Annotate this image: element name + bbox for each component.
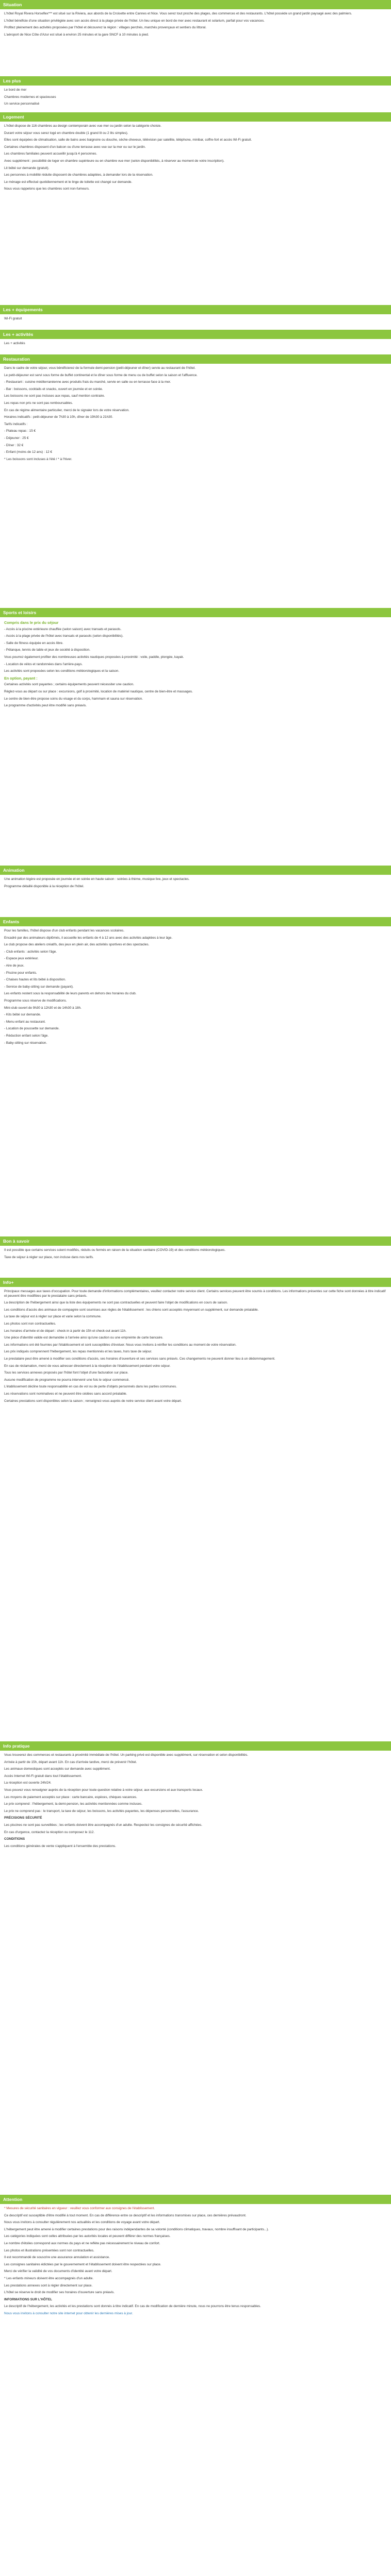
paragraph: La taxe de séjour est à régler sur place et varie selon la commune. <box>4 1315 102 1319</box>
section-title: Info+ <box>0 1278 391 1287</box>
section-title: Enfants <box>0 917 391 926</box>
paragraph: Une pièce d'identité valide est demandée à l'arrivée ainsi qu'une caution ou une empreinte de carte bancaire. <box>4 1336 164 1340</box>
paragraph: Les photos sont non contractuelles. <box>4 1321 56 1326</box>
paragraph: Principaux messages aux taxes d'occupation. Pour toute demande d'informations complémentaires, veuillez contacter notre service client. Certains services peuvent être soumis à conditions. Les informations présentes sur cette fiche sont données à titre indicatif et peuvent être modifiées par le prestataire sans préavis. <box>4 1290 386 1298</box>
paragraph: Les réservations sont nominatives et ne peuvent être cédées sans accord préalable. <box>4 1392 127 1396</box>
paragraph: Aucune modification de programme ne pourra intervenir une fois le séjour commencé. <box>4 1378 129 1382</box>
paragraph: Les consignes sanitaires édictées par le gouvernement et l'établissement doivent être respectées sur place. <box>4 2262 161 2266</box>
price-line: - Plateau repas : 15 € <box>4 429 36 433</box>
paragraph: - Espace jeux extérieur. <box>4 957 39 961</box>
paragraph: Les photos et illustrations présentées sont non contractuelles. <box>4 2248 94 2252</box>
paragraph: Les moyens de paiement acceptés sur place : carte bancaire, espèces, chèques vacances. <box>4 1795 137 1799</box>
list-item: Le bord de mer <box>4 88 27 92</box>
paragraph: - Réduction enfant selon l'âge. <box>4 1033 49 1038</box>
paragraph: Vous trouverez des commerces et restaurants à proximité immédiate de l'hôtel. Un parking privé est disponible avec supplément, sur réservation et selon disponibilités. <box>4 1753 248 1757</box>
paragraph: Mini-club ouvert de 9h30 à 12h30 et de 14h30 à 18h. <box>4 1006 82 1010</box>
paragraph: Programme détaillé disponible à la réception de l'hôtel. <box>4 884 85 888</box>
paragraph: Certaines chambres disposent d'un balcon ou d'une terrasse avec vue sur la mer ou sur le jardin. <box>4 145 146 149</box>
section-logement <box>0 112 391 194</box>
paragraph: - Menu enfant au restaurant. <box>4 1020 46 1024</box>
paragraph: Les catégories indiquées sont celles attribuées par les autorités locales et peuvent différer des normes françaises. <box>4 2234 171 2239</box>
paragraph: Vous pourrez également profiter des nombreuses activités nautiques proposées à proximité : voile, paddle, plongée, kayak. <box>4 655 184 659</box>
paragraph: L'hôtel bénéficie d'une situation privilégiée avec son accès direct à la plage privée de l'hôtel. Un lieu unique en bord de mer avec restaurant et solarium, parfait pour vos vacances. <box>4 19 265 23</box>
paragraph: Nous vous invitons à consulter régulièrement nos actualités et les conditions de voyage avant votre départ. <box>4 2221 160 2225</box>
section-restauration <box>0 354 391 464</box>
paragraph: Lit bébé sur demande (gratuit). <box>4 166 50 170</box>
section-title: Les plus <box>0 76 391 86</box>
paragraph: Certaines prestations sont disponibles selon la saison ; renseignez-vous auprès de notre service client avant votre départ. <box>4 1399 182 1403</box>
paragraph: Le programme d'activités peut être modifié sans préavis. <box>4 704 87 708</box>
paragraph: Programme sous réserve de modifications. <box>4 998 67 1003</box>
price-line: - Enfant (moins de 12 ans) : 12 € <box>4 450 53 454</box>
paragraph: Accès Internet Wi-Fi gratuit dans tout l'établissement. <box>4 1774 82 1778</box>
section-situation <box>0 0 391 40</box>
paragraph: Tous les services annexes proposés par l'hôtel font l'objet d'une facturation sur place. <box>4 1371 128 1375</box>
paragraph: - Location de poussette sur demande. <box>4 1027 60 1031</box>
paragraph: Les informations ont été fournies par l'établissement et sont susceptibles d'évoluer. Nous vous invitons à vérifier les conditions au moment de votre réservation. <box>4 1343 237 1347</box>
section-activites <box>0 330 391 349</box>
paragraph: - Piscine pour enfants. <box>4 971 37 975</box>
paragraph: Les piscines ne sont pas surveillées ; les enfants doivent être accompagnés d'un adulte. Respectez les consignes de sécurité affichées. <box>4 1823 203 1827</box>
paragraph: Elles sont équipées de climatisation, salle de bains avec baignoire ou douche, sèche-cheveux, télévision par satellite, téléphone, minibar, coffre-fort et accès Wi-Fi gratuit. <box>4 138 252 142</box>
paragraph: - Accès à la piscine extérieure chauffée (selon saison) avec transats et parasols. <box>4 627 122 631</box>
paragraph: Taxe de séjour à régler sur place, non incluse dans nos tarifs. <box>4 1255 94 1259</box>
paragraph: L'aéroport de Nice Côte d'Azur est situé à environ 25 minutes et la gare SNCF à 10 minutes à pied. <box>4 32 149 37</box>
paragraph: Tarifs indicatifs : <box>4 422 28 426</box>
paragraph: - Location de vélos et randonnées dans l'arrière-pays. <box>4 662 83 666</box>
paragraph: Les enfants restent sous la responsabilité de leurs parents en dehors des horaires du club. <box>4 992 137 996</box>
paragraph: Nous vous rappelons que les chambres sont non-fumeurs. <box>4 187 90 191</box>
section-title: Info pratique <box>0 1741 391 1751</box>
paragraph: - Accès à la plage privée de l'hôtel avec transats et parasols (selon disponibilités). <box>4 634 124 638</box>
paragraph: La description de l'hébergement ainsi que la liste des équipements ne sont pas contractuelles et peuvent faire l'objet de modifications en cours de saison. <box>4 1301 228 1305</box>
paragraph: Arrivée à partir de 15h, départ avant 11h. En cas d'arrivée tardive, merci de prévenir l'hôtel. <box>4 1760 137 1764</box>
section-equipements <box>0 305 391 324</box>
paragraph: Les chambres familiales peuvent accueillir jusqu'à 4 personnes. <box>4 152 97 156</box>
section-attention <box>0 2195 391 2319</box>
paragraph: Il est recommandé de souscrire une assurance annulation et assistance. <box>4 2256 110 2260</box>
paragraph: Réglez-vous au départ ou sur place : excursions, golf à proximité, location de matériel nautique, centre de bien-être et massages. <box>4 689 193 693</box>
section-info <box>0 1278 391 1406</box>
section-title: Attention <box>0 2195 391 2204</box>
subheading: PRÉCISIONS SÉCURITÉ <box>4 1816 42 1820</box>
paragraph: Le club propose des ateliers créatifs, des jeux en plein air, des activités sportives et des spectacles. <box>4 943 150 947</box>
paragraph: En cas de régime alimentaire particulier, merci de le signaler lors de votre réservation. <box>4 408 129 412</box>
paragraph: - Chaises hautes et lits bébé à disposition. <box>4 978 66 982</box>
paragraph: L'hébergement peut être amené à modifier certaines prestations pour des raisons indépendantes de sa volonté (conditions climatiques, travaux, nombre insuffisant de participants...). <box>4 2227 269 2231</box>
section-title: Les + équipements <box>0 305 391 314</box>
paragraph: En cas d'urgence, contactez la réception ou composez le 112. <box>4 1830 95 1834</box>
paragraph: Il est possible que certains services soient modifiés, réduits ou fermés en raison de la situation sanitaire (COVID-19) et des conditions météorologiques. <box>4 1248 226 1252</box>
section-bon-savoir <box>0 1236 391 1262</box>
paragraph: Le ménage est effectué quotidiennement et le linge de toilette est changé sur demande. <box>4 180 133 184</box>
paragraph: Les boissons ne sont pas incluses aux repas, sauf mention contraire. <box>4 394 105 398</box>
paragraph: Les activités sont proposées selon les conditions météorologiques et la saison. <box>4 669 120 673</box>
paragraph: Certaines activités sont payantes ; certains équipements peuvent nécessiter une caution. <box>4 683 134 687</box>
paragraph: Avec supplément : possibilité de loger en chambre supérieure ou en chambre vue mer (selon disponibilités, à réserver au moment de votre inscription). <box>4 159 224 163</box>
subheading: En option, payant : <box>4 675 38 681</box>
paragraph: Les prix indiqués comprennent l'hébergement, les repas mentionnés et les taxes, hors taxe de séjour. <box>4 1350 152 1354</box>
subheading: INFORMATIONS SUR L'HÔTEL <box>4 2297 52 2301</box>
subheading: CONDITIONS <box>4 1837 25 1841</box>
note: * Les boissons sont incluses à l'été / * à l'hiver. <box>4 457 72 461</box>
paragraph: Les repas non pris ne sont pas remboursables. <box>4 401 73 405</box>
section-sports <box>0 608 391 711</box>
price-line: - Dîner : 32 € <box>4 443 24 447</box>
paragraph: Le prestataire peut être amené à modifier ses conditions d'accès, ses horaires d'ouverture et ses services sans préavis. Ces changements ne peuvent donner lieu à un dédommagement. <box>4 1357 275 1361</box>
paragraph: Le prix comprend : l'hébergement, la demi-pension, les activités mentionnées comme incluses. <box>4 1802 142 1806</box>
paragraph: - Club enfants : activités selon l'âge. <box>4 950 57 954</box>
section-title: Sports et loisirs <box>0 608 391 617</box>
section-title: Restauration <box>0 354 391 364</box>
paragraph: Les conditions générales de vente s'appliquent à l'ensemble des prestations. <box>4 1844 117 1848</box>
paragraph: Vous pouvez vous renseigner auprès de la réception pour toute question relative à votre séjour, aux excursions et aux transports locaux. <box>4 1788 203 1792</box>
section-enfants <box>0 917 391 1048</box>
link[interactable]: Nous vous invitons à consulter notre site internet pour obtenir les dernières mises à jour. <box>4 2311 133 2315</box>
list-item: Les + activités <box>4 342 25 345</box>
paragraph: Le centre de bien-être propose soins du visage et du corps, hammam et sauna sur réservation. <box>4 697 143 701</box>
paragraph: - Restaurant : cuisine méditerranéenne avec produits frais du marché, servie en salle ou en terrasse face à la mer. <box>4 380 171 384</box>
subheading: Compris dans le prix du séjour <box>4 620 59 625</box>
section-title: Logement <box>0 112 391 122</box>
paragraph: Durant votre séjour vous serez logé en chambre double (1 grand lit ou 2 lits simples). <box>4 131 128 135</box>
section-title: Les + activités <box>0 330 391 339</box>
paragraph: Les personnes à mobilité réduite disposent de chambres adaptées, à demander lors de la réservation. <box>4 173 153 177</box>
list-item: Un service personnalisé <box>4 102 40 106</box>
paragraph: Horaires indicatifs : petit-déjeuner de 7h30 à 10h, dîner de 19h30 à 21h30. <box>4 415 113 419</box>
paragraph: Encadré par des animateurs diplômés, il accueille les enfants de 4 à 12 ans avec des activités adaptées à leur âge. <box>4 936 173 940</box>
paragraph: Le prix ne comprend pas : le transport, la taxe de séjour, les boissons, les activités payantes, les dépenses personnelles, l'assurance. <box>4 1809 199 1813</box>
paragraph: Le nombre d'étoiles correspond aux normes du pays et ne reflète pas nécessairement le niveau de confort. <box>4 2241 160 2245</box>
paragraph: Les prestations annexes sont à régler directement sur place. <box>4 2283 93 2287</box>
section-les-plus <box>0 76 391 109</box>
section-title: Animation <box>0 866 391 875</box>
paragraph: - Aire de jeux. <box>4 963 25 968</box>
paragraph: Une animation légère est proposée en journée et en soirée en haute saison : soirées à thème, musique live, jeux et spectacles. <box>4 877 190 881</box>
paragraph: - Baby-sitting sur réservation. <box>4 1041 47 1045</box>
paragraph: La réception est ouverte 24h/24. <box>4 1781 52 1785</box>
paragraph: - Pétanque, tennis de table et jeux de société à disposition. <box>4 648 90 652</box>
paragraph: Profitez pleinement des activités proposées par l'hôtel et découvrez la région : villages perchés, marchés provençaux et sentiers du littoral. <box>4 26 206 30</box>
paragraph: Les horaires d'arrivée et de départ : check-in à partir de 15h et check-out avant 11h. <box>4 1329 126 1333</box>
paragraph: En cas de réclamation, merci de vous adresser directement à la réception de l'établissement pendant votre séjour. <box>4 1364 171 1368</box>
list-item: Wi-Fi gratuit <box>4 317 22 320</box>
paragraph: - Bar : boissons, cocktails et snacks, ouvert en journée et en soirée. <box>4 387 103 391</box>
paragraph: Ce descriptif est susceptible d'être modifié à tout moment. En cas de différence entre ce descriptif et les informations transmises sur place, ces dernières prévaudront. <box>4 2213 247 2217</box>
paragraph: Pour les familles, l'hôtel dispose d'un club enfants pendant les vacances scolaires. <box>4 929 124 933</box>
section-animation <box>0 866 391 891</box>
paragraph: Le petit-déjeuner est servi sous forme de buffet continental et le dîner sous forme de menu ou de buffet selon la saison et l'affluence. <box>4 373 198 377</box>
price-line: - Déjeuner : 25 € <box>4 436 29 440</box>
paragraph: Le descriptif de l'hébergement, les activités et les prestations sont donnés à titre indicatif. En cas de modification de dernière minute, nous ne pourrons être tenus responsables. <box>4 2304 261 2309</box>
paragraph: - Service de baby-sitting sur demande (payant). <box>4 985 74 989</box>
paragraph: L'hôtel dispose de 116 chambres au design contemporain avec vue mer ou jardin selon la catégorie choisie. <box>4 124 161 128</box>
paragraph: * Mesures de sécurité sanitaires en vigueur : veuillez vous conformer aux consignes de l'établissement. <box>4 2207 155 2210</box>
paragraph: L'établissement décline toute responsabilité en cas de vol ou de perte d'objets personnels dans les parties communes. <box>4 1385 177 1389</box>
paragraph: L'hôtel Royal Rivera Horseflex*** est situé sur la Riviera, aux abords de la Croisette entre Cannes et Nice. Vous serez tout proche des plages, des commerces et des restaurants. L'hôtel possède un grand jardin paysagé avec des palmiers. <box>4 12 352 15</box>
section-info-pratique <box>0 1741 391 1851</box>
paragraph: - Salle de fitness équipée en accès libre. <box>4 641 63 645</box>
paragraph: Les animaux domestiques sont acceptés sur demande avec supplément. <box>4 1767 111 1771</box>
paragraph: * Les enfants mineurs doivent être accompagnés d'un adulte. <box>4 2276 94 2280</box>
paragraph: Dans le cadre de votre séjour, vous bénéficierez de la formule demi-pension (petit-déjeuner et dîner) servie au restaurant de l'hôtel. <box>4 366 196 370</box>
paragraph: - Kits bébé sur demande. <box>4 1013 41 1017</box>
list-item: Chambres modernes et spacieuses <box>4 95 56 99</box>
section-title: Situation <box>0 0 391 9</box>
section-title: Bon à savoir <box>0 1236 391 1246</box>
paragraph: Merci de vérifier la validité de vos documents d'identité avant votre départ. <box>4 2269 112 2274</box>
paragraph: Les conditions d'accès des animaux de compagnie sont soumises aux règles de l'établissement : les chiens sont acceptés moyennant un supplément, sur demande préalable. <box>4 1308 259 1312</box>
paragraph: L'hôtel se réserve le droit de modifier ses horaires d'ouverture sans préavis. <box>4 2291 115 2295</box>
